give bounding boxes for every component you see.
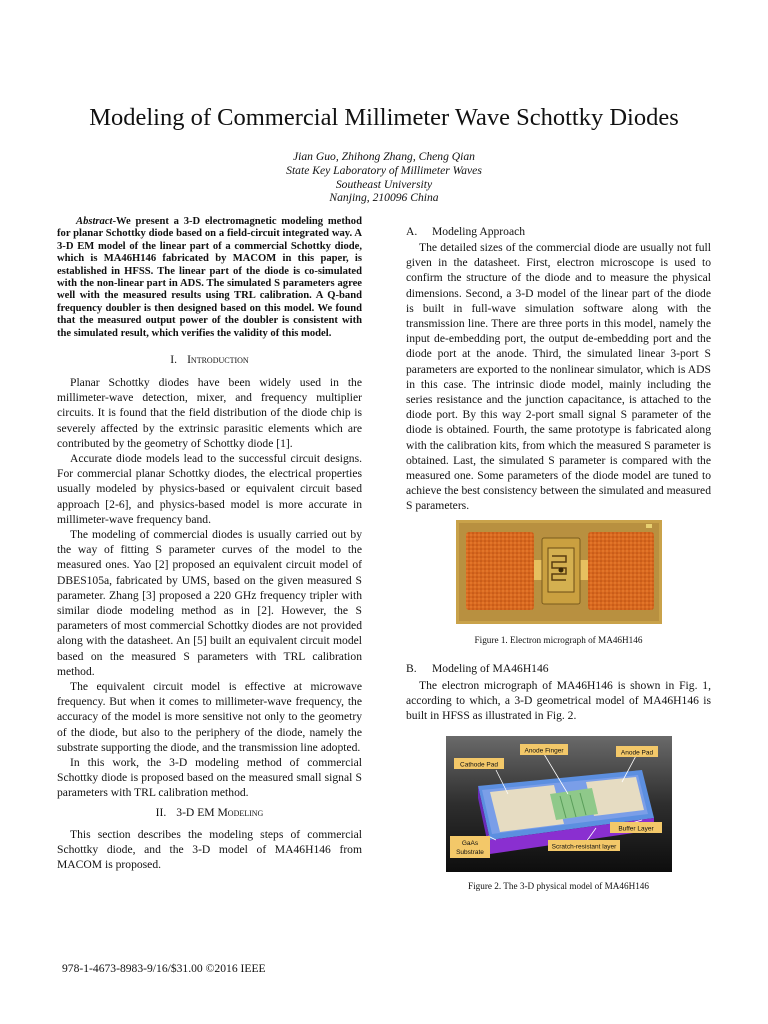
modeling-of-ma46h146-body [406, 678, 711, 724]
paragraph: In this work, the 3-D modeling method of commercial Schottky diode is proposed based on the measured small signal S parameters with TRL calibration method. [57, 756, 362, 800]
author-city: Nanjing, 210096 China [329, 191, 439, 205]
section-title: 3-D EM Modeling [176, 806, 264, 819]
paragraph: This section describes the modeling steps of commercial Schottky diode, and the 3-D model of MA46H146 from MACOM is proposed. [57, 828, 362, 872]
abstract [57, 216, 362, 340]
paper-title: Modeling of Commercial Millimeter Wave Schottky Diodes [89, 104, 679, 131]
author-lab: State Key Laboratory of Millimeter Waves [286, 163, 482, 177]
label-substrate: Substrate [456, 849, 484, 856]
copyright-footer: 978-1-4673-8983-9/16/$31.00 ©2016 IEEE [62, 962, 266, 975]
abstract-text: -We present a 3-D electromagnetic modeling method for planar Schottky diode based on a field-circuit integrated way. A 3-D EM model of the linear part of a commercial Schottky diode, which is MA46H146 fabricated by MACOM in this paper, is established in HFSS. The linear part of the diode is co-simulated with the non-linear part in ADS. The simulated S parameters agree well with the measured results using TRL calibration. A Q-band frequency doubler is then designed based on this model. We found that the measured output power of the doubler is consistent with the simulated result, which verifies the validity of this model. [57, 216, 362, 339]
section-number: I. [170, 353, 178, 366]
paragraph: Planar Schottky diodes have been widely used in the millimeter-wave detection, mixer, and frequency multiplier circuits. It is found that the field distribution of the diode chip is severely affected by the extrinsic parasitic elements which are contributed by the geometry of Schottky diode [1]. [57, 376, 362, 450]
paragraph: The modeling of commercial diodes is usually carried out by the way of fitting S parameter curves of the model to the measured ones. Yao [2] proposed an equivalent circuit model of DBES105a, fabricated by UMS, based on the given measured S parameter. Zhang [3] proposed a 220 GHz frequency tripler with similar diode modeling method as in [2]. However, the S parameters of most commercial Schottky diodes are not provided along with the datasheet. An [5] built an equivalent circuit model based on the measured S parameters with TRL calibration method. [57, 528, 362, 678]
section-number: II. [155, 806, 167, 819]
section-title: Introduction [187, 353, 249, 366]
subsection-title: Modeling Approach [432, 225, 526, 238]
label-cathode-pad: Cathode Pad [460, 761, 498, 769]
paragraph: The detailed sizes of the commercial diode are usually not full given in the datasheet. First, electron microscope is used to confirm the structure of the diode and to measure the physical dimensions. Second, a 3-D model of the linear part of the diode is built in full-wave simulation software along with the transmission line. There are three ports in this model, namely the input de-embedding port, the output de-embedding port and the diode port at the anode. Third, the simulated linear 3-port S parameters are exported to the nonlinear simulator, which is ADS in this case. The intrinsic diode model, mainly including the series resistance and the junction capacitance, is attached to the diode port. By this way 2-port small signal S parameter of the diode is obtained. Fourth, the same prototype is fabricated along with the calibration kits, from which the measured S parameter is obtained. Last, the simulated S parameter is compared with the measured one. Some parameters of the diode model are tuned to achieve the best consistency between the simulated and measured S parameters. [406, 241, 711, 513]
author-names: Jian Guo, Zhihong Zhang, Cheng Qian [293, 150, 475, 163]
paragraph: The electron micrograph of MA46H146 is shown in Fig. 1, according to which, a 3-D geometrical model of MA46H146 is built in HFSS as illustrated in Fig. 2. [406, 679, 711, 723]
introduction-body [57, 375, 362, 801]
figure-2-3d-model [446, 736, 672, 872]
label-buffer-layer: Buffer Layer [618, 825, 654, 833]
figure-2-caption: Figure 2. The 3-D physical model of MA46H146 [467, 881, 649, 891]
section-heading-introduction [57, 353, 362, 366]
em-modeling-body [57, 827, 362, 873]
paragraph: Accurate diode models lead to the successful circuit designs. For commercial planar Schottky diodes, the electrical properties usually modeled by physics-based or equivalent circuit based approach [2-6], and physics-based model is more accurate in millimeter-wave frequency band. [57, 452, 362, 526]
subsection-title: Modeling of MA46H146 [432, 662, 549, 675]
label-anode-pad: Anode Pad [620, 749, 654, 757]
label-scratch-resistant-layer: Scratch-resistant layer [551, 843, 617, 851]
modeling-approach-body [406, 240, 711, 514]
label-gaas: GaAs [461, 840, 479, 847]
subsection-number: A. [406, 225, 418, 238]
figure-1-caption: Figure 1. Electron micrograph of MA46H146 [474, 635, 643, 645]
author-university: Southeast University [335, 177, 433, 191]
subsection-heading-modeling-of-ma46h146 [406, 662, 711, 675]
section-heading-3d-em-modeling [57, 806, 362, 819]
subsection-number: B. [406, 662, 417, 675]
paragraph: The equivalent circuit model is effective at microwave frequency. But when it comes to millimeter-wave frequency, the accuracy of the model is more sensitive not only to the geometry of the diode, but also to the periphery of the diode, namely the substrate supporting the diode, and the transmission line adopted. [57, 680, 362, 754]
subsection-heading-modeling-approach [406, 225, 711, 238]
figure-1-micrograph [456, 520, 662, 624]
label-anode-finger: Anode Finger [524, 747, 564, 755]
abstract-lead: Abstract [76, 216, 113, 227]
author-block [0, 150, 768, 205]
